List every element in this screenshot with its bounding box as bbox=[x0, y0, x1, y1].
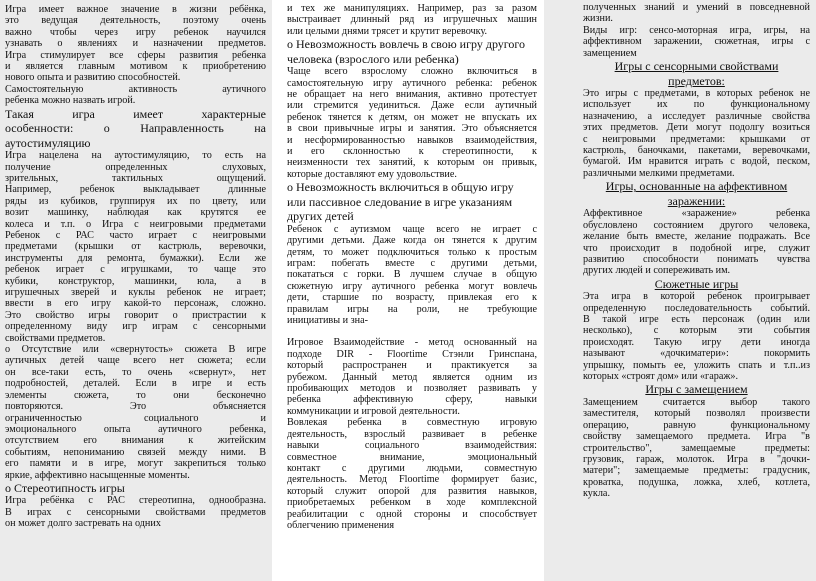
text-line: и его склонностью к стереотипности, к bbox=[287, 146, 537, 158]
text-line: или стремится уединиться. Даже если аутичный bbox=[287, 100, 537, 112]
text-line: отсутствием его внимания к житейским bbox=[5, 435, 266, 447]
text-line: обусловлено состоянием другого человека, bbox=[583, 219, 810, 231]
text-line: кастрюль, баночками, пакетами, веревочками, bbox=[583, 145, 810, 157]
text-line: событиям, непониманию связей между ними. В bbox=[5, 446, 266, 458]
heading-line: Игры, основанные на аффективном bbox=[605, 179, 788, 194]
text-line: упрышку, помыть ее, уложить спать и т.п..из bbox=[583, 359, 810, 371]
column-2 bbox=[272, 0, 544, 581]
text-line: и является главным мотивом к приобретению bbox=[5, 61, 266, 73]
text-line: узнавать о явлениях и назначении предметов. bbox=[5, 38, 266, 50]
text-line: приобретаемых ребенком в ходе комплексной bbox=[287, 497, 537, 509]
text-line: что происходит в подобной игре, служит bbox=[583, 242, 810, 254]
heading-line: Игры с сенсорными свойствами bbox=[614, 59, 779, 74]
text-line: дети, старшие по возрасту, привлекая его к bbox=[287, 292, 537, 304]
text-line: операцию, равную функциональному bbox=[583, 419, 810, 431]
text-line: инструменты для ремонта, бумажки). Если же bbox=[5, 252, 266, 264]
text-line: Вовлекая ребенка в совместную игровую bbox=[287, 417, 537, 429]
text-line: о Отсутствие или «свернутость» сюжета В игре bbox=[5, 344, 266, 356]
text-line: или целыми днями трясет и крутит веревочку. bbox=[287, 25, 488, 37]
text-line: он может долго застревать на одних bbox=[5, 518, 161, 530]
heading-line: Игры с замещением bbox=[645, 382, 748, 397]
text-line: ребенка можно назвать игрой. bbox=[5, 95, 136, 107]
text-line: Игра имеет важное значение в жизни ребёнка, bbox=[5, 4, 266, 15]
text-line: навыки социального взаимодействия: bbox=[287, 440, 537, 452]
text-line: совместное внимание, эмоциональный bbox=[287, 451, 537, 463]
text-line: детям, то может подключиться только к простым bbox=[287, 246, 537, 258]
text-line: бумагой. Им нравится играть с водой, песком, bbox=[583, 156, 810, 168]
text-line: Игровое Взаимодействие - метод основанный на bbox=[287, 337, 537, 349]
heading-line: человека (взрослого или ребенка) bbox=[287, 51, 459, 66]
text-line: несколько), с которым эти события bbox=[583, 325, 810, 337]
text-line: возит машинку, наблюдая как крутятся ее bbox=[5, 207, 266, 219]
text-line: строительство", замещаемые предметы: bbox=[583, 442, 810, 454]
text-line: пробивающих методов и позволяет развивать у bbox=[287, 383, 537, 395]
text-line: В играх с сенсорными свойствами предметов bbox=[5, 506, 266, 518]
heading-line: Сюжетные игры bbox=[654, 276, 739, 291]
text-line: Игра нацелена на аутостимуляцию, то есть на bbox=[5, 150, 266, 162]
text-line: назначению, а исследует различные свойства bbox=[583, 110, 810, 122]
text-line: деятельность. Метод Floortime формирует базис, bbox=[287, 474, 537, 486]
text-line: рубежом. Данный метод является одним из bbox=[287, 371, 537, 383]
text-line: играм: побегать вместе с другими детьми, bbox=[287, 258, 537, 269]
text-line: жизни. bbox=[583, 13, 613, 25]
text-line: другими детьми. Даже когда он тянется к другим bbox=[287, 235, 537, 247]
text-line: неизменности тех занятий, к которым он привык, bbox=[287, 157, 537, 169]
heading-line: других детей bbox=[287, 209, 354, 224]
text-line: В такой игре есть персонаж (один или bbox=[583, 314, 810, 326]
heading-line: предметов: bbox=[668, 73, 725, 88]
text-line: самостоятельную игру аутичного ребенка: ребенок bbox=[287, 77, 537, 89]
text-line: сюжетную игру аутичного ребенка могут вовлечь bbox=[287, 280, 537, 292]
text-line: замещением bbox=[583, 47, 637, 59]
text-line: яркие, аффективно насыщенные моменты. bbox=[5, 469, 190, 481]
text-line: зрительных, тактильных ощущений. bbox=[5, 172, 266, 184]
text-line: аффективном заражении, сюжетная, игры с bbox=[583, 36, 810, 48]
text-line: это ведущая деятельность, поэтому очень bbox=[5, 15, 266, 27]
text-line: с неигровыми предметами: крышками от bbox=[583, 133, 810, 145]
text-line: и несформированностью навыков взаимодействия, bbox=[287, 134, 537, 146]
text-line: использует их по функциональному bbox=[583, 99, 810, 111]
column-3 bbox=[544, 0, 816, 581]
text-line: подходе DIR - Floortime Стэнли Гринспана, bbox=[287, 348, 537, 360]
heading-line: Такая игра имеет характерные bbox=[5, 106, 266, 121]
text-line: ребенок играет с игрушками, то чаще это bbox=[5, 264, 266, 276]
text-line: предметами (крышки от кастрюль, веревочки, bbox=[5, 241, 266, 253]
text-line: определенную последовательность событий. bbox=[583, 302, 810, 314]
text-line: реабилитации с одной стороны и способствует bbox=[287, 508, 537, 520]
text-line: полученных знаний и умений в повседневной bbox=[583, 2, 810, 13]
text-line: инициативы и зна- bbox=[287, 315, 369, 327]
text-line: грузовик, гараж, молоток. Игра в "дочки- bbox=[583, 454, 810, 465]
text-line: не обращает на него внимания, активно протестует bbox=[287, 89, 537, 101]
heading-line: заражении: bbox=[667, 193, 726, 208]
text-line: колеса и т.п. о Игра с неигровыми предметами bbox=[5, 218, 266, 230]
text-line: Чаще всего взрослому сложно включиться в bbox=[287, 66, 537, 78]
column-1 bbox=[0, 0, 272, 581]
text-line: эмоционального опыта аутичного ребенка, bbox=[5, 423, 266, 435]
text-line: получение определенных слуховых, bbox=[5, 161, 266, 173]
text-line: коммуникации и игровой деятельности. bbox=[287, 405, 460, 417]
text-line: Игра ребёнка с РАС стереотипна, однообразна. bbox=[5, 495, 266, 507]
text-line: который служит опорой для развития навыков, bbox=[287, 485, 537, 497]
text-line: Например, ребенок выкладывает длинные bbox=[5, 184, 266, 196]
text-line: выстраивает длинный ряд из игрушечных машин bbox=[287, 14, 537, 26]
text-line: его памяти и в игре, могут закрепиться только bbox=[5, 458, 266, 470]
text-line: Это игры с предметами, в которых ребенок не bbox=[583, 88, 810, 100]
text-line: свойству замещаемого предмета. Игра "в bbox=[583, 431, 810, 443]
heading-line: особенности: о Направленность на bbox=[5, 121, 266, 136]
paragraph-gap bbox=[287, 326, 537, 337]
heading-line: о Невозможность вовлечь в свою игру другого bbox=[287, 37, 526, 52]
text-line: ребенка аффективную сферу, навыки bbox=[287, 394, 537, 406]
text-line: свойствами предметов. bbox=[5, 332, 106, 344]
text-line: Аффективное «заражение» ребенка bbox=[583, 208, 810, 220]
text-line: деятельность, взрослый развивает в ребенке bbox=[287, 428, 537, 440]
text-line: Ребенок с РАС часто играет с неигровыми bbox=[5, 230, 266, 241]
heading-line: о Невозможность включиться в общую игру bbox=[287, 180, 514, 195]
text-line: которых «строят дом» или «гараж». bbox=[583, 371, 739, 383]
text-line: контакт с другими людьми, совместную bbox=[287, 462, 537, 474]
text-line: Замещением считается выбор такого bbox=[583, 396, 810, 408]
text-line: аутичных детей чаще всего нет сюжета; если bbox=[5, 355, 266, 367]
text-line: ребенок тянется к детям, он может не впускать их bbox=[287, 111, 537, 123]
text-line: игрушечных зверей и куклы ребенок не играет; bbox=[5, 287, 266, 299]
text-line: важно чтобы через игру ребенок научился bbox=[5, 26, 266, 38]
text-line: заместителя, который позволял произвести bbox=[583, 408, 810, 420]
text-line: развитию способности понимать чувства bbox=[583, 253, 810, 265]
text-line: в свои привычные игры и занятия. Это объясняется bbox=[287, 123, 537, 135]
heading-line: или пассивное следование в игре указаниям bbox=[287, 194, 513, 209]
text-line: определенному виду игр играм с сенсорными bbox=[5, 321, 266, 333]
text-line: происходят. Такую игру дети иногда bbox=[583, 336, 810, 348]
text-line: правилам игры на роли, не требующие bbox=[287, 303, 537, 315]
text-line: элементы сюжета, то они бесконечно bbox=[5, 389, 266, 401]
text-line: кукла. bbox=[583, 488, 611, 500]
text-line: который распространен и практикуется за bbox=[287, 360, 537, 372]
text-line: ввести в его игру какой-то персонаж, сложно. bbox=[5, 298, 266, 310]
text-line: матери"; замещаемые предметы: градусник, bbox=[583, 465, 810, 477]
text-line: ограниченностью социального и bbox=[5, 412, 266, 424]
heading-line: о Стереотипность игры bbox=[5, 480, 125, 495]
text-line: других людей и сопереживать им. bbox=[583, 265, 731, 277]
text-line: ряды из кубиков, группируя их по цвету, или bbox=[5, 195, 266, 207]
text-line: нового опыта и развитию способностей. bbox=[5, 72, 181, 84]
text-line: кроватка, подушка, ложка, хлеб, котлета, bbox=[583, 476, 810, 488]
text-line: подробностей, деталей. Если в игре и есть bbox=[5, 378, 266, 390]
text-line: Самостоятельную активность аутичного bbox=[5, 83, 266, 95]
text-line: он все-таки есть, то очень «свернут», нет bbox=[5, 366, 266, 378]
heading-line: аутостимуляцию bbox=[5, 135, 91, 150]
text-line: облегчению применения bbox=[287, 519, 395, 531]
text-line: кубики, конструктор, машинки, юла, а в bbox=[5, 275, 266, 287]
text-line: покататься с горки. В лучшем случае в общую bbox=[287, 269, 537, 281]
text-line: Ребенок с аутизмом чаще всего не играет с bbox=[287, 223, 537, 235]
text-line: различными мелкими предметами. bbox=[583, 167, 735, 179]
text-line: Игра стимулирует все сферы развития ребенка bbox=[5, 49, 266, 61]
text-line: повторяются. Это объясняется bbox=[5, 401, 266, 413]
text-line: Виды игр: сенсо-моторная игра, игры, на bbox=[583, 24, 810, 36]
text-line: желание быть вместе, желание подражать. Все bbox=[583, 231, 810, 243]
text-line: этих предметов. Дети могут подолгу возиться bbox=[583, 122, 810, 134]
text-line: которые доставляют ему удовольствие. bbox=[287, 168, 457, 180]
text-line: называют «дочкиматери»: покормить bbox=[583, 348, 810, 360]
text-line: Это свойство игры говорит о пристрастии к bbox=[5, 309, 266, 321]
text-line: и тех же манипуляциях. Например, раз за разом bbox=[287, 3, 537, 14]
text-line: Эта игра в которой ребенок проигрывает bbox=[583, 291, 810, 303]
